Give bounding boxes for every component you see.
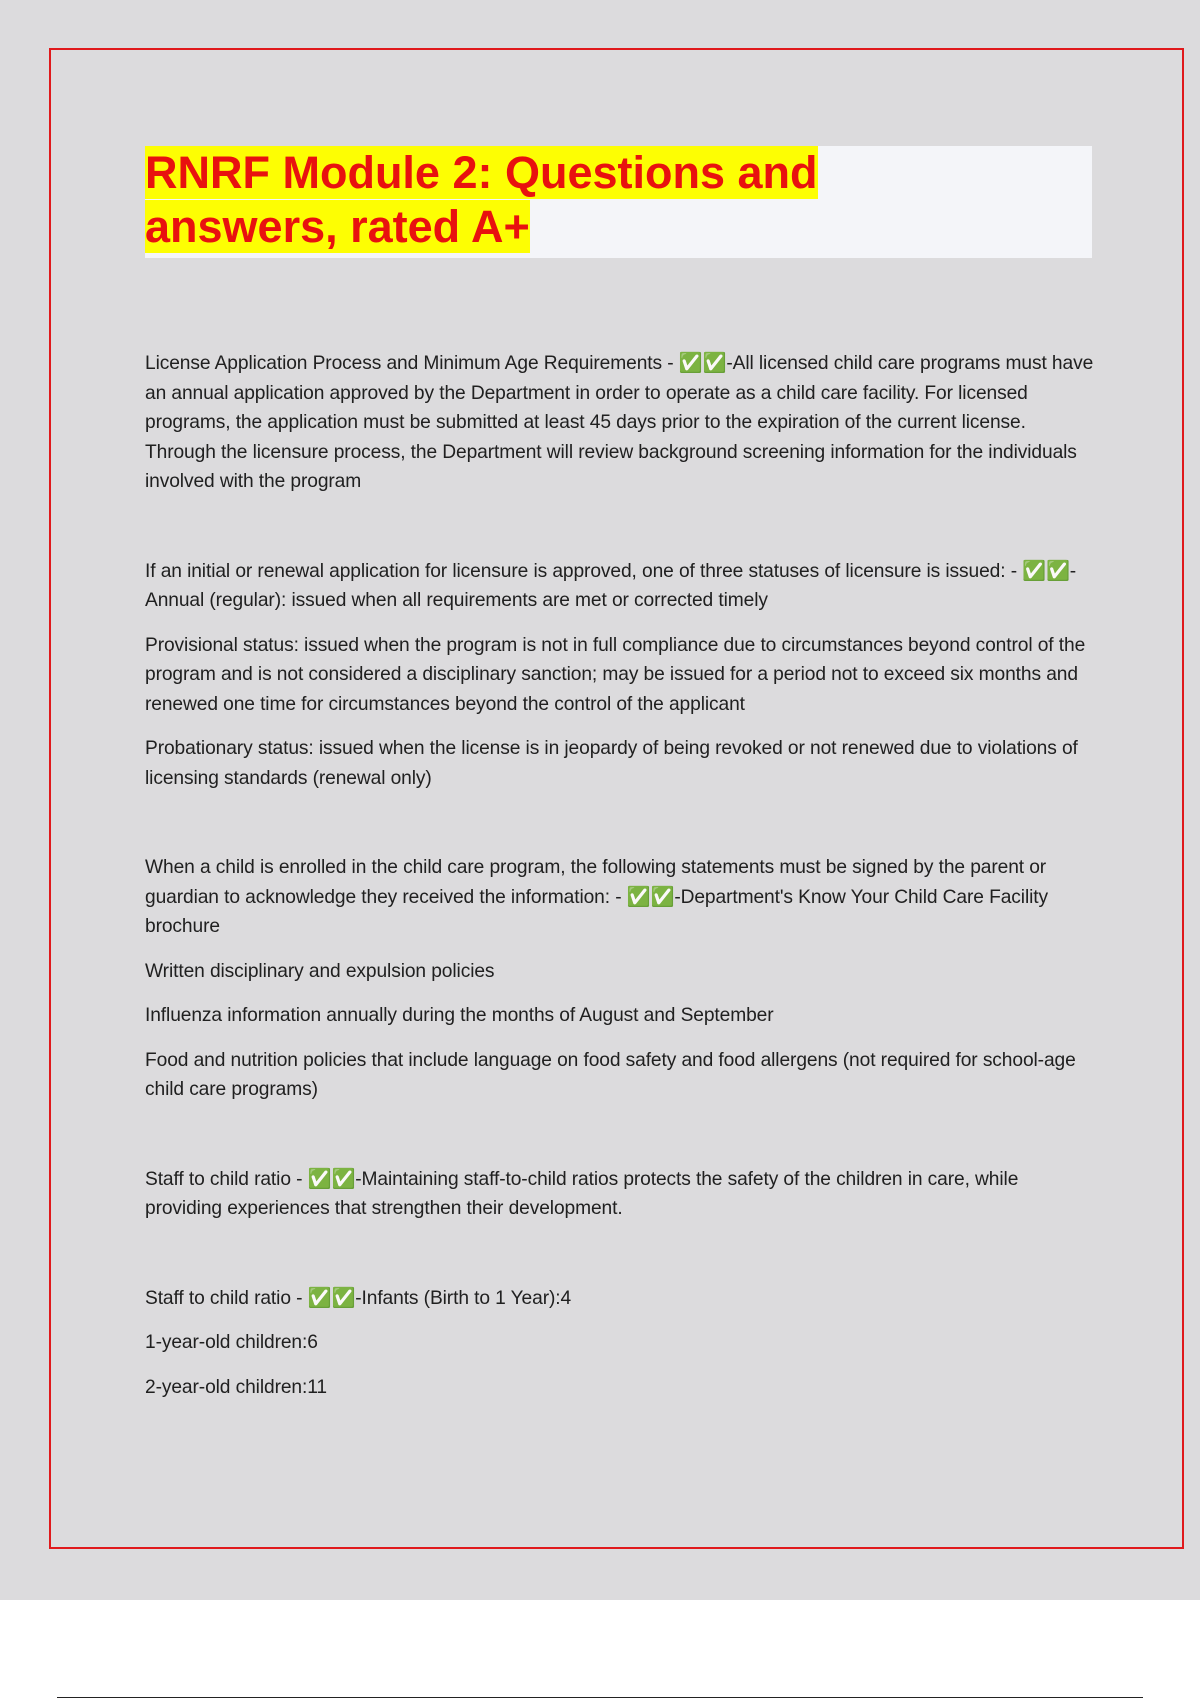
qa-license-application: License Application Process and Minimum Age Requirements - ✅✅-All licensed child care programs must have an annual application approved by the Department in order to operate as a child care facility. For licensed programs, the application must be submitted at least 45 days prior to the expiration of the current license. Through the licensure process, the Department will review background screening information for the individuals involved with the program bbox=[145, 353, 1094, 492]
title-banner bbox=[145, 146, 1092, 258]
bottom-rule-divider bbox=[57, 1697, 1143, 1698]
document-title bbox=[145, 146, 905, 254]
qa-staff-ratio-purpose: Staff to child ratio - ✅✅-Maintaining staff-to-child ratios protects the safety of the children in care, while providing experiences that strengthen their development. bbox=[145, 1168, 1019, 1219]
qa-licensure-statuses: If an initial or renewal application for licensure is approved, one of three statuses of licensure is issued: - ✅✅-Annual (regular): issued when all requirements are met or corrected timely bbox=[145, 560, 1077, 611]
document-body bbox=[145, 349, 1095, 1402]
title-highlight: RNRF Module 2: Questions and answers, rated A+ bbox=[145, 147, 818, 252]
ratio-two-year-olds: 2-year-old children:11 bbox=[145, 1376, 327, 1398]
disciplinary-policies-text: Written disciplinary and expulsion policies bbox=[145, 960, 495, 982]
qa-staff-ratio-infants: Staff to child ratio - ✅✅-Infants (Birth to 1 Year):4 bbox=[145, 1287, 572, 1309]
qa-enrollment-statements: When a child is enrolled in the child care program, the following statements must be signed by the parent or guardian to acknowledge they received the information: - ✅✅-Department's Know Your Child Care Facility brochure bbox=[145, 857, 1048, 937]
provisional-status-text: Provisional status: issued when the program is not in full compliance due to circumstances beyond control of the program and is not considered a disciplinary sanction; may be issued for a period not to exceed six months and renewed one time for circumstances beyond the control of the applicant bbox=[145, 634, 1086, 715]
influenza-info-text: Influenza information annually during the months of August and September bbox=[145, 1005, 774, 1026]
ratio-one-year-olds: 1-year-old children:6 bbox=[145, 1332, 318, 1353]
food-nutrition-text: Food and nutrition policies that include language on food safety and food allergens (not required for school-age child care programs) bbox=[145, 1049, 1076, 1100]
probationary-status-text: Probationary status: issued when the license is in jeopardy of being revoked or not renewed due to violations of licensing standards (renewal only) bbox=[145, 738, 1078, 789]
